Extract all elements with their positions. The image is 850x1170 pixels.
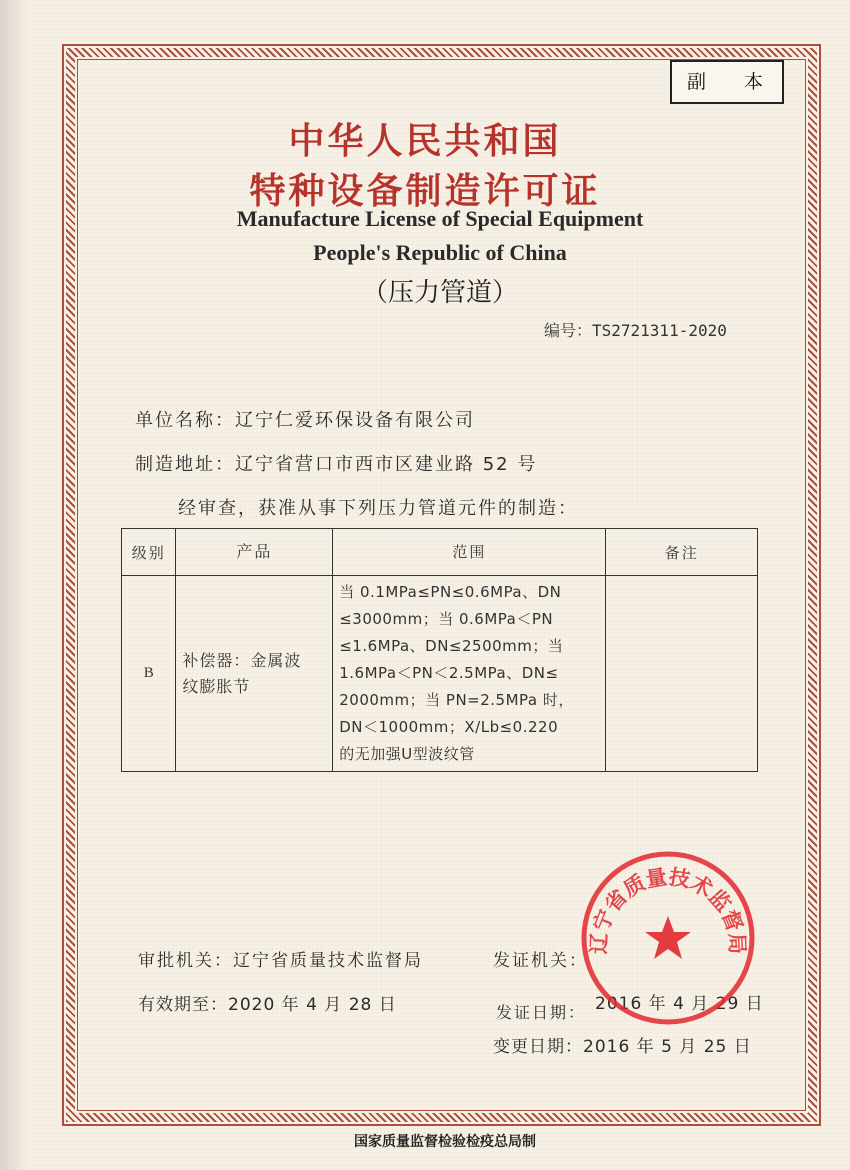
range-line: 的无加强U型波纹管 xyxy=(339,745,475,763)
copy-stamp-box: 副 本 xyxy=(670,60,784,104)
issuer-footer: 国家质量监督检验检疫总局制 xyxy=(354,1134,536,1150)
range-line: 当 0.1MPa≤PN≤0.6MPa、DN xyxy=(339,583,562,601)
product-line: 补偿器：金属波 xyxy=(182,650,302,670)
table-header-row xyxy=(122,529,758,576)
header-grade: 级别 xyxy=(122,529,176,576)
license-category: （压力管道） xyxy=(361,278,518,308)
range-line: ≤3000mm；当 0.6MPa＜PN xyxy=(339,610,554,628)
cell-range xyxy=(333,576,606,772)
title-en-line2: People's Republic of China xyxy=(313,240,567,265)
seal-star-icon xyxy=(645,916,691,959)
cell-grade: B xyxy=(122,576,176,772)
cell-note xyxy=(606,576,758,772)
product-line: 纹膨胀节 xyxy=(182,676,251,696)
approval-authority: 审批机关：辽宁省质量技术监督局 xyxy=(138,951,423,971)
approval-statement: 经审查，获准从事下列压力管道元件的制造： xyxy=(178,498,578,519)
title-en-line1: Manufacture License of Special Equipment xyxy=(236,206,644,231)
change-date: 变更日期：2016 年 5 月 25 日 xyxy=(493,1037,752,1057)
valid-until: 有效期至：2020 年 4 月 28 日 xyxy=(138,995,397,1015)
title-cn-line2: 特种设备制造许可证 xyxy=(249,171,601,212)
manufacturing-address: 制造地址：辽宁省营口市西市区建业路 52 号 xyxy=(135,454,538,475)
header-product: 产品 xyxy=(176,529,333,576)
header-note: 备注 xyxy=(606,529,758,576)
title-cn-line1: 中华人民共和国 xyxy=(288,121,562,162)
official-seal xyxy=(580,850,756,1026)
table-row xyxy=(122,576,758,772)
range-line: ≤1.6MPa、DN≤2500mm；当 xyxy=(339,637,564,655)
license-number: 编号：TS2721311-2020 xyxy=(544,321,727,340)
unit-name: 单位名称：辽宁仁爱环保设备有限公司 xyxy=(135,410,475,431)
license-scope-table xyxy=(121,528,758,772)
issue-date-label: 发证日期： xyxy=(496,1003,587,1022)
cell-product xyxy=(176,576,333,772)
range-line: 2000mm；当 PN=2.5MPa 时， xyxy=(339,691,574,709)
range-line: DN＜1000mm；X/Lb≤0.220 xyxy=(339,718,559,736)
issuing-authority: 发证机关： xyxy=(493,951,588,971)
range-line: 1.6MPa＜PN＜2.5MPa、DN≤ xyxy=(339,664,559,682)
issue-date-value: 2016 年 4 月 29 日 xyxy=(595,994,764,1014)
header-range: 范围 xyxy=(333,529,606,576)
seal-text: 辽宁省质量技术监督局 xyxy=(586,864,750,955)
